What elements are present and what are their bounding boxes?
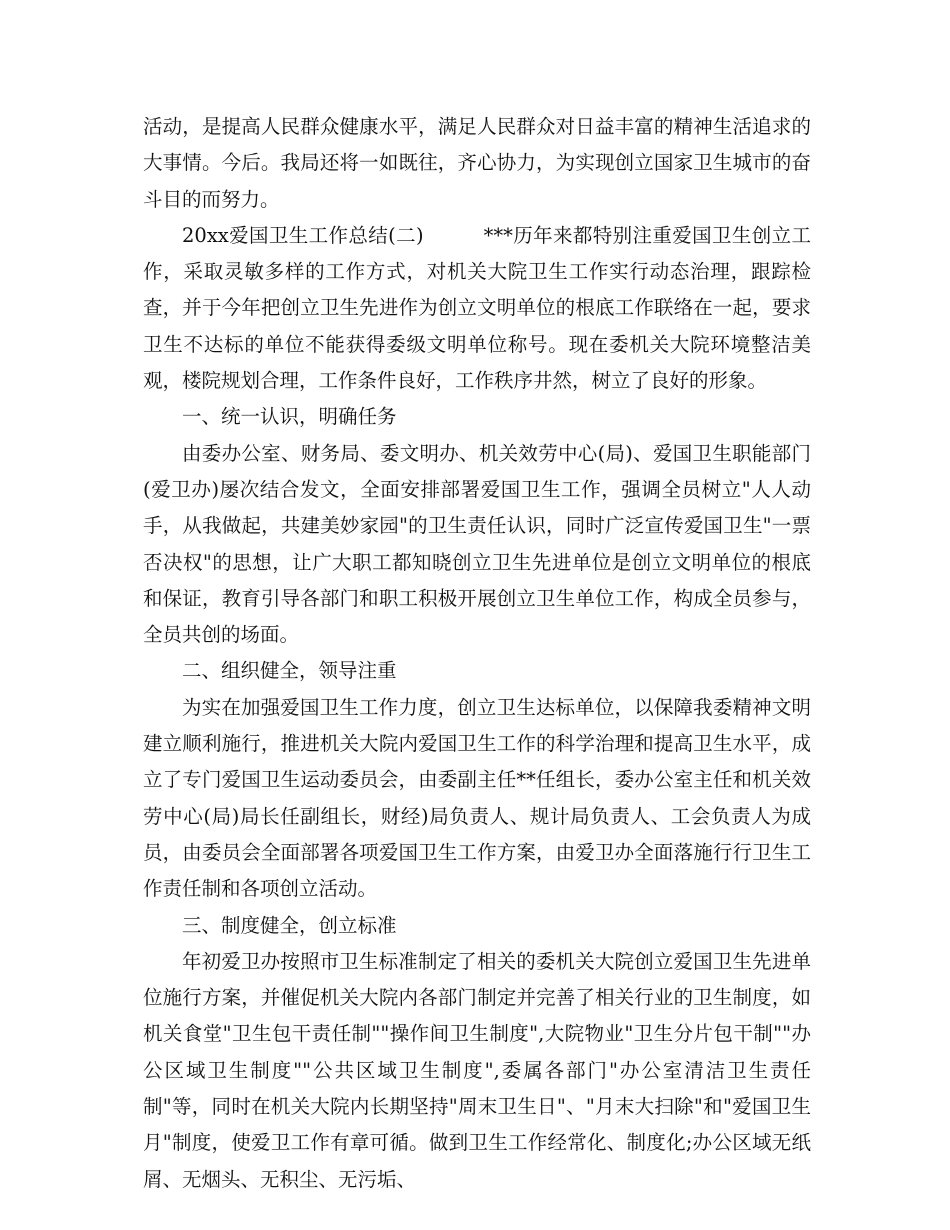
section-heading-2: 二、组织健全，领导注重 xyxy=(182,659,397,683)
paragraph-4: 为实在加强爱国卫生工作力度，创立卫生达标单位，以保障我委精神文明建立顺利施行，推进机关大院内爱国卫生工作的科学治理和提高卫生水平，成立了专门爱国卫生运动委员会，由委副主任**任组长，委办公室主任和机关效劳中心(局)局长任副组长，财经)局负责人、规计局负责人、工会负责人为成员，由委员会全面部署各项爱国卫生工作方案，由爱卫办全面落施行行卫生工作责任制和各项创立活动。 xyxy=(143,695,811,901)
section-heading-1: 一、统一认识，明确任务 xyxy=(182,405,397,429)
paragraph-2: 20xx爱国卫生工作总结(二) ***历年来都特别注重爱国卫生创立工作，采取灵敏多样的工作方式，对机关大院卫生工作实行动态治理，跟踪检查，并于今年把创立卫生先进作为创立文明单位的根底工作联络在一起，要求卫生不达标的单位不能获得委级文明单位称号。现在委机关大院环境整洁美观，楼院规划合理，工作条件良好，工作秩序井然，树立了良好的形象。 xyxy=(143,223,811,393)
document-body xyxy=(143,109,811,1198)
paragraph-5: 年初爱卫办按照市卫生标准制定了相关的委机关大院创立爱国卫生先进单位施行方案，并催促机关大院内各部门制定并完善了相关行业的卫生制度，如机关食堂"卫生包干责任制""操作间卫生制度",大院物业"卫生分片包干制""办公区域卫生制度""公共区域卫生制度",委属各部门"办公室清洁卫生责任制"等，同时在机关大院内长期坚持"周末卫生日"、"月末大扫除"和"爱国卫生月"制度，使爱卫工作有章可循。做到卫生工作经常化、制度化;办公区域无纸屑、无烟头、无积尘、无污垢、 xyxy=(143,949,811,1191)
paragraph-3: 由委办公室、财务局、委文明办、机关效劳中心(局)、爱国卫生职能部门(爱卫办)屡次结合发文，全面安排部署爱国卫生工作，强调全员树立"人人动手，从我做起，共建美妙家园"的卫生责任认识，同时广泛宣传爱国卫生"一票否决权"的思想，让广大职工都知晓创立卫生先进单位是创立文明单位的根底和保证，教育引导各部门和职工积极开展创立卫生单位工作，构成全员参与，全员共创的场面。 xyxy=(143,441,811,647)
section-heading-3: 三、制度健全，创立标准 xyxy=(182,913,397,937)
paragraph-1: 活动，是提高人民群众健康水平，满足人民群众对日益丰富的精神生活追求的大事情。今后。我局还将一如既往，齐心协力，为实现创立国家卫生城市的奋斗目的而努力。 xyxy=(143,115,811,211)
